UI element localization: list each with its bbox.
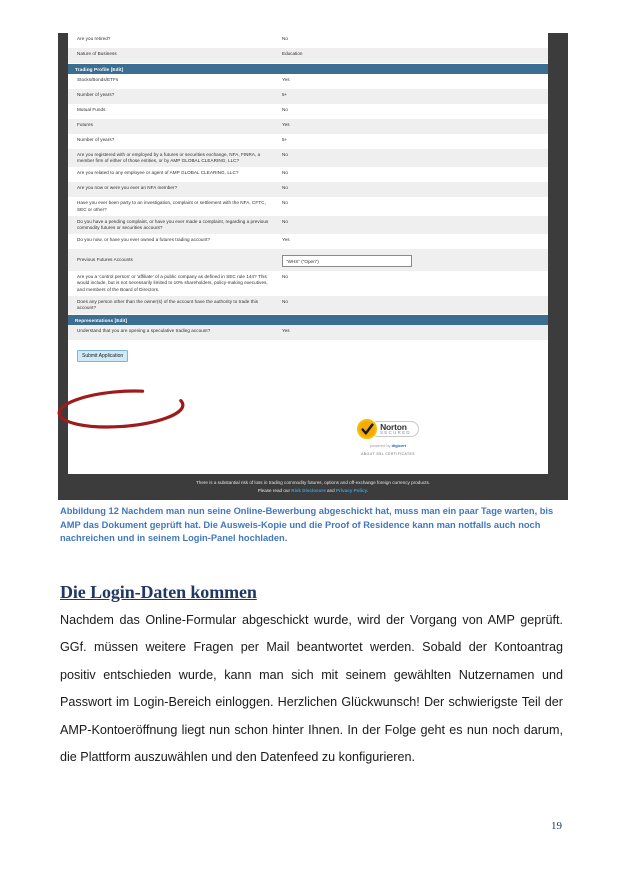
table-row	[68, 134, 548, 149]
row-answer: No	[282, 152, 288, 157]
table-row	[68, 48, 548, 63]
table-row	[68, 216, 548, 234]
embedded-screenshot-figure	[58, 33, 568, 500]
row-answer: Education	[282, 51, 303, 56]
table-row	[68, 182, 548, 197]
seal-badge-pill	[370, 421, 419, 438]
seal-powered-by	[340, 443, 436, 448]
table-row	[68, 104, 548, 119]
row-answer: No	[282, 200, 288, 206]
table-row	[68, 296, 548, 314]
trading-rows-group	[68, 74, 548, 314]
row-question: Nature of Business	[77, 51, 117, 56]
row-question: Have you ever been party to an investigation, complaint or settlement with the NFA, CFTC, SEC or other?	[77, 200, 266, 212]
row-question: Number of years?	[77, 137, 115, 142]
row-answer: Yes	[282, 122, 290, 127]
row-question: Number of years?	[77, 92, 115, 97]
figure-caption: Abbildung 12 Nachdem man nun seine Online-Bewerbung abgeschickt hat, muss man ein paar Tage warten, bis AMP das Dokument geprüft hat. Die Ausweis-Kopie und die Proof of Residence kann man notfalls auch noch nachreichen und in seinem Login-Panel hochladen.	[60, 506, 554, 543]
submit-application-button[interactable]: Submit Application	[77, 350, 128, 362]
row-question: Stocks/Bonds/ETFs	[77, 77, 119, 82]
norton-secured-seal	[340, 419, 436, 456]
row-answer: 5+	[282, 92, 288, 97]
table-row	[68, 33, 548, 48]
row-answer: No	[282, 298, 288, 304]
seal-brand-label: Norton	[380, 421, 407, 432]
table-row	[68, 119, 548, 134]
disclaimer-prefix: Please read our	[257, 487, 292, 493]
privacy-policy-link[interactable]: Privacy Policy	[335, 487, 368, 493]
row-question: Are you retired?	[77, 36, 111, 41]
row-answer: Yes	[282, 328, 290, 334]
row-question: Are you a 'control person' or 'affiliate' of a public company as defined in SEC rule 144? This would include, but is not necessarily limited to 10% shareholders, policy-making executives, and members of the Board of Directors.	[77, 274, 268, 292]
previous-futures-accounts-input[interactable]: "WHS" ("Open")	[282, 255, 412, 267]
row-answer: 5+	[282, 137, 288, 142]
row-answer: No	[282, 185, 288, 191]
table-row	[68, 167, 548, 182]
digicert-label: digicert	[391, 443, 407, 448]
table-row	[68, 325, 548, 340]
checkmark-icon	[357, 419, 377, 439]
row-question: Mutual Funds	[77, 107, 106, 112]
row-question: Do you now, or have you ever owned a futures trading account?	[77, 237, 211, 243]
section-header-trading-profile[interactable]: Trading Profile [Edit]	[68, 64, 548, 74]
row-question: Futures	[77, 122, 93, 127]
table-row	[68, 89, 548, 104]
table-row	[68, 149, 548, 167]
row-question: Are you related to any employee or agent of AMP GLOBAL CLEARING, LLC?	[77, 170, 239, 176]
disclaimer-mid: and	[325, 487, 336, 493]
section-header-representations[interactable]: Representations [Edit]	[68, 315, 548, 325]
row-question: Previous Futures Accounts	[77, 257, 133, 263]
row-answer: No	[282, 274, 288, 280]
disclaimer-line-2	[58, 487, 568, 495]
seal-secured-label: SECURED	[380, 430, 411, 436]
row-question: Does any person other than the owner(s) of the account have the authority to trade this account?	[77, 298, 259, 311]
row-question: Do you have a pending complaint, or have you ever made a complaint, regarding a previous commodity futures or securities account?	[77, 218, 269, 231]
row-question: Are you registered with or employed by a futures or securities exchange, NFA, FINRA, a member firm of either of those entities, or by AMP GLOBAL CLEARING, LLC?	[77, 152, 261, 164]
row-answer: No	[282, 36, 288, 41]
risk-disclosure-link[interactable]: Risk Disclosure	[291, 487, 326, 493]
table-row	[68, 74, 548, 89]
table-row	[68, 197, 548, 215]
submit-area	[68, 340, 548, 362]
seal-badge-row	[340, 419, 436, 439]
row-answer: Yes	[282, 77, 290, 82]
table-row	[68, 271, 548, 296]
row-answer: No	[282, 107, 288, 112]
page-heading: Die Login-Daten kommen	[60, 581, 257, 602]
table-row	[68, 234, 548, 249]
row-answer: Yes	[282, 237, 290, 243]
row-answer: No	[282, 170, 288, 176]
row-question: Understand that you are opening a speculative trading account?	[77, 328, 211, 334]
disclaimer-suffix: .	[367, 487, 369, 493]
seal-powered-prefix: powered by	[369, 443, 392, 448]
previous-futures-accounts-row	[68, 249, 548, 271]
page-number: 19	[551, 820, 562, 832]
top-rows-group	[68, 33, 548, 63]
disclaimer-line-1: There is a substantial risk of loss in trading commodity futures, options and off-exchange foreign currency products.	[195, 480, 431, 485]
application-form-panel	[68, 33, 548, 474]
risk-disclaimer-footer	[58, 474, 568, 500]
seal-about-link[interactable]: ABOUT SSL CERTIFICATES	[361, 452, 415, 456]
row-question: Are you now or were you ever an NFA member?	[77, 185, 178, 191]
row-answer: No	[282, 218, 288, 224]
body-paragraph: Nachdem das Online-Formular abgeschickt wurde, wird der Vorgang von AMP geprüft. GGf. müssen weitere Fragen per Mail beantwortet werden. Sobald der Kontoantrag positiv entschieden wurde, kann man sich mit seinem gewählten Nutzernamen und Passwort im Login-Bereich einloggen. Herzlichen Glückwunsch! Der schwierigste Teil der AMP-Kontoeröffnung liegt nun schon hinter Ihnen. In der Folge geht es nun noch darum, die Plattform auszuwählen und den Datenfeed zu konfigurieren.	[60, 612, 563, 765]
